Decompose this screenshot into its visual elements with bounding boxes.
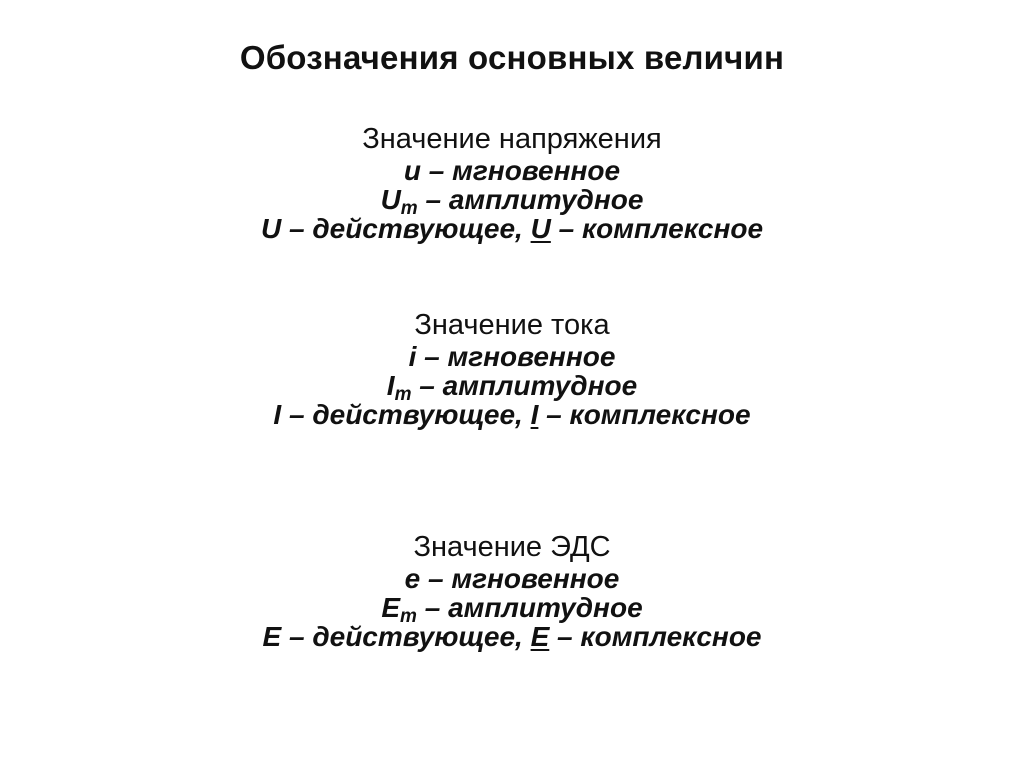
complex-label: – комплексное	[538, 399, 751, 430]
effective-label: – действующее,	[281, 213, 531, 244]
instant-label: – мгновенное	[416, 341, 616, 372]
amplitude-value-line	[0, 370, 1024, 405]
effective-symbol: E	[262, 621, 282, 652]
instant-symbol: i	[408, 341, 417, 372]
effective-symbol: I	[273, 399, 282, 430]
effective-complex-line	[0, 622, 1024, 651]
effective-label: – действующее,	[281, 399, 531, 430]
current-section	[0, 308, 1024, 429]
amplitude-symbol: E	[381, 592, 401, 623]
effective-complex-line	[0, 214, 1024, 243]
complex-label: – комплексное	[550, 213, 764, 244]
emf-section	[0, 530, 1024, 651]
instant-value-line	[0, 156, 1024, 185]
amplitude-label: – амплитудное	[416, 592, 643, 623]
effective-label: – действующее,	[281, 621, 531, 652]
amplitude-label: – амплитудное	[411, 370, 638, 401]
complex-symbol: U	[530, 213, 551, 244]
instant-symbol: u	[403, 155, 421, 186]
voltage-section	[0, 122, 1024, 243]
amplitude-subscript: m	[400, 198, 418, 219]
amplitude-subscript: m	[394, 384, 412, 405]
slide-title: Обозначения основных величин	[239, 39, 785, 76]
amplitude-value-line	[0, 184, 1024, 219]
instant-value-line	[0, 342, 1024, 371]
section-heading: Значение напряжения	[362, 123, 662, 155]
section-heading: Значение тока	[414, 309, 610, 341]
amplitude-symbol: I	[386, 370, 395, 401]
section-heading: Значение ЭДС	[413, 531, 611, 563]
amplitude-subscript: m	[400, 606, 417, 627]
effective-symbol: U	[260, 213, 282, 244]
complex-label: – комплексное	[549, 621, 762, 652]
instant-value-line	[0, 564, 1024, 593]
effective-complex-line	[0, 400, 1024, 429]
amplitude-label: – амплитудное	[417, 184, 644, 215]
instant-symbol: e	[404, 563, 421, 594]
complex-symbol: E	[530, 621, 550, 652]
instant-label: – мгновенное	[420, 563, 620, 594]
complex-symbol: I	[530, 399, 539, 430]
instant-label: – мгновенное	[421, 155, 621, 186]
amplitude-symbol: U	[380, 184, 401, 215]
amplitude-value-line	[0, 592, 1024, 627]
